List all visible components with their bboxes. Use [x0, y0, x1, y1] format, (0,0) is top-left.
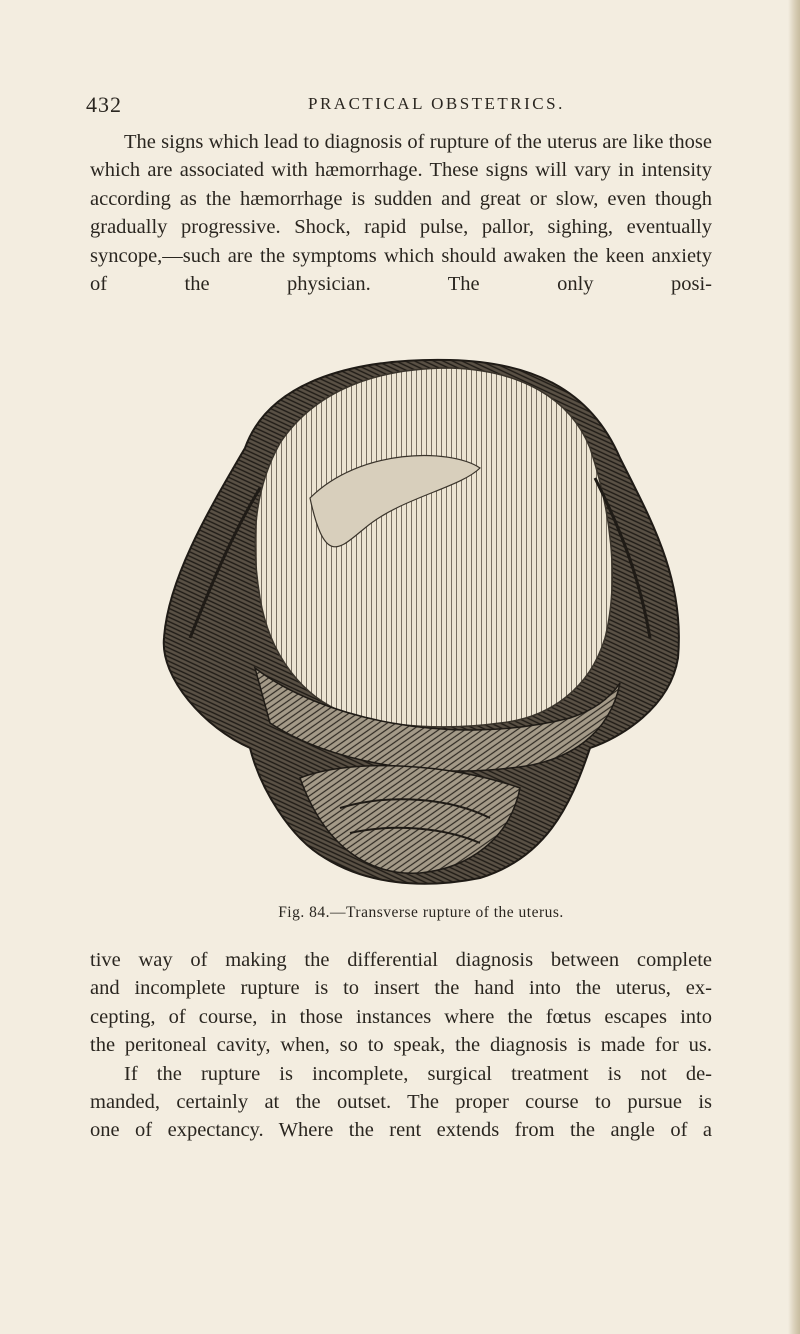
- running-title: PRACTICAL OBSTETRICS.: [308, 94, 565, 113]
- paragraph-line: manded, certainly at the outset. The proper course to pursue is: [90, 1091, 712, 1114]
- uterus-engraving: [150, 338, 692, 888]
- paragraph-top: The signs which lead to diagnosis of rupture of the uterus are like those which are associated with hæmorrhage. These signs will vary in intensity according as the hæmorrhage is sudden and great or slow, even though gradually progressive. Shock, rapid pulse, pallor, sighing, eventually syncope,—such are the symptoms which should awaken the keen anxiety of the physician. The only posi-: [90, 131, 712, 296]
- figure-illustration: [150, 338, 692, 888]
- paragraph-line: one of expectancy. Where the rent extends from the angle of a: [90, 1119, 712, 1142]
- page-edge-shadow: [788, 0, 800, 1334]
- paragraph-line: and incomplete rupture is to insert the hand into the uterus, ex-: [90, 977, 712, 1000]
- paragraph-line: If the rupture is incomplete, surgical treatment is not de-: [124, 1062, 712, 1085]
- paragraph-bottom: [90, 946, 712, 1145]
- uterus-inner-cavity: [255, 368, 612, 727]
- paragraph-line: tive way of making the differential diagnosis between complete: [90, 949, 712, 971]
- paragraph-line: cepting, of course, in those instances where the fœtus escapes into: [90, 1005, 712, 1028]
- figure-caption: Fig. 84.—Transverse rupture of the uterus.: [278, 904, 564, 921]
- page-number: 432: [86, 92, 122, 117]
- paragraph-line: the peritoneal cavity, when, so to speak, the diagnosis is made for us.: [90, 1034, 712, 1057]
- running-head: [86, 92, 714, 122]
